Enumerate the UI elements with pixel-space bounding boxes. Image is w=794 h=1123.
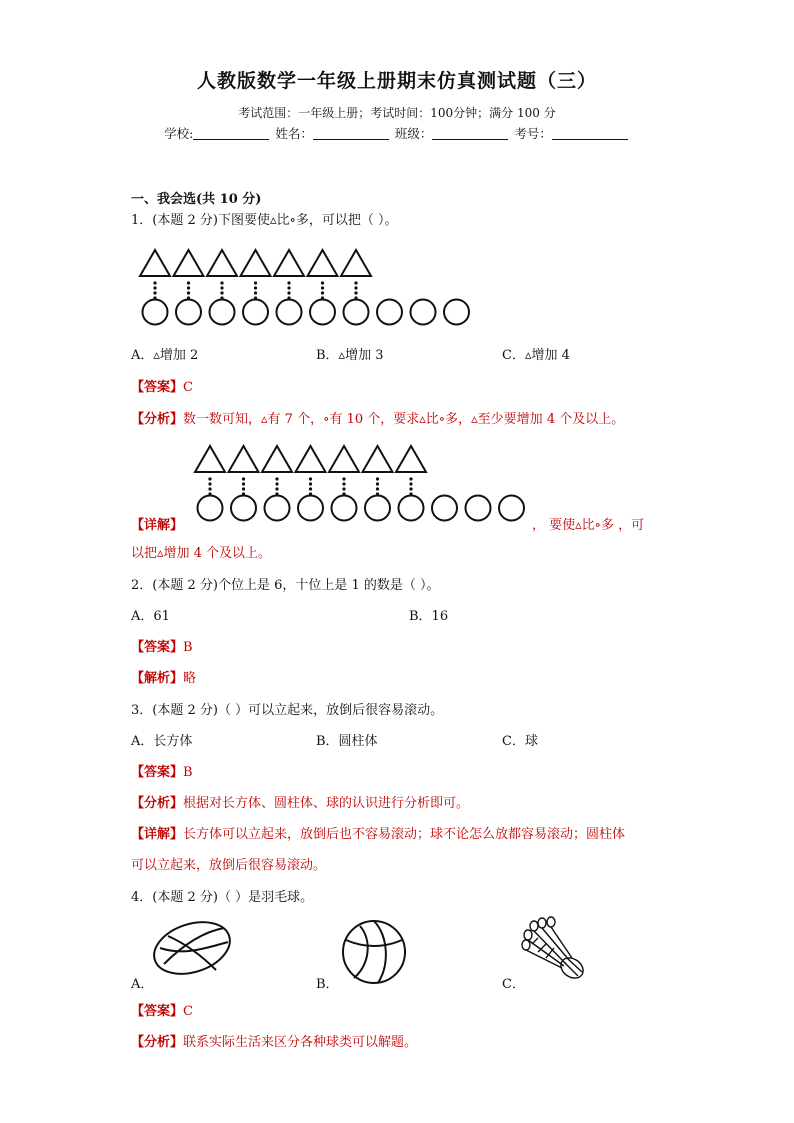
triangle-shape [396,446,426,472]
class-label: 班级： [394,126,433,141]
rugby-ball-icon[interactable] [150,918,235,978]
triangle-shape [207,250,237,276]
dot-mark [354,291,357,294]
dot-mark [153,296,156,299]
q3-stem: 3．(本题 2 分)（ ）可以立起来，放倒后很容易滚动。 [131,703,444,718]
dot-mark [242,482,245,485]
q1-option-c[interactable]: C．▵增加 4 [502,348,570,363]
dot-mark [321,291,324,294]
dot-mark [409,477,412,480]
dot-mark [376,477,379,480]
triangle-shape [241,250,271,276]
dot-mark [354,296,357,299]
triangle-shape [308,250,338,276]
q1-detail-tag: 【详解】 [131,518,184,533]
q4-option-a[interactable]: A． [131,977,154,992]
triangle-shape [341,250,371,276]
name-label: 姓名： [275,126,313,141]
dot-mark [287,281,290,284]
triangle-shape [274,250,304,276]
q2-analysis: 【解析】略 [131,671,197,686]
dot-mark [309,477,312,480]
dot-mark [220,296,223,299]
dot-mark [354,286,357,289]
q4-analysis: 【分析】联系实际生活来区分各种球类可以解题。 [131,1035,418,1050]
q2-option-a[interactable]: A．61 [131,609,170,624]
triangle-shape [296,446,326,472]
dot-mark [321,281,324,284]
dot-mark [208,477,211,480]
circle-shape [444,300,469,325]
q4-stem: 4．(本题 2 分)（ ）是羽毛球。 [131,890,314,905]
q2-answer: 【答案】B [131,640,193,655]
dot-mark [342,492,345,495]
student-info-line [0,124,794,142]
dot-mark [187,296,190,299]
dot-mark [208,492,211,495]
class-blank[interactable] [432,127,508,140]
dot-mark [220,281,223,284]
dot-mark [376,482,379,485]
dot-mark [342,487,345,490]
dot-mark [187,291,190,294]
dot-mark [153,286,156,289]
triangle-shape [329,446,359,472]
page-title: 人教版数学一年级上册期末仿真测试题（三） [196,70,597,92]
q1-stem: 1．(本题 2 分)下图要使▵比∘多，可以把（ ）。 [131,213,398,228]
circle-shape [243,300,268,325]
q2-option-b[interactable]: B．16 [409,609,449,624]
q1-analysis: 【分析】数一数可知，▵有 7 个，∘有 10 个，要求▵比∘多，▵至少要增加 4 个及以上。 [131,412,625,427]
circle-shape [432,496,457,521]
dot-mark [409,492,412,495]
school-blank[interactable] [193,127,269,140]
dot-mark [342,482,345,485]
dot-mark [376,492,379,495]
q3-option-a[interactable]: A．长方体 [131,734,193,749]
dot-mark [254,291,257,294]
q4-answer: 【答案】C [131,1004,193,1019]
dot-mark [342,477,345,480]
circle-shape [298,496,323,521]
dot-mark [242,487,245,490]
circle-shape [466,496,491,521]
section-title: 一、我会选(共 10 分) [131,192,262,207]
q1-option-a[interactable]: A．▵增加 2 [131,348,199,363]
triangle-shape [363,446,393,472]
dot-mark [242,477,245,480]
question-figure-group [140,250,469,325]
dot-mark [275,487,278,490]
circle-shape [231,496,256,521]
dot-mark [287,296,290,299]
circle-shape [176,300,201,325]
triangle-shape [140,250,170,276]
dot-mark [254,286,257,289]
circle-shape [265,496,290,521]
q3-option-c[interactable]: C．球 [502,734,538,749]
circle-shape [210,300,235,325]
number-label: 考号： [514,126,552,141]
q3-analysis: 【分析】根据对长方体、圆柱体、球的认识进行分析即可。 [131,796,470,811]
q4-option-b[interactable]: B． [316,977,339,992]
q1-detail-line2: 以把▵增加 4 个及以上。 [131,546,272,561]
triangle-shape [174,250,204,276]
triangle-shape [262,446,292,472]
q3-answer: 【答案】B [131,765,193,780]
q3-detail: 【详解】长方体可以立起来，放倒后也不容易滚动；球不论怎么放都容易滚动；圆柱体 [131,827,626,842]
dot-mark [409,487,412,490]
triangle-shape [195,446,225,472]
dot-mark [376,487,379,490]
circle-shape [365,496,390,521]
dot-mark [275,477,278,480]
dot-mark [187,281,190,284]
dot-mark [321,286,324,289]
circle-shape [377,300,402,325]
circle-shape [310,300,335,325]
dot-mark [309,482,312,485]
dot-mark [220,286,223,289]
q1-option-b[interactable]: B．▵增加 3 [316,348,384,363]
dot-mark [153,281,156,284]
school-label: 学校: [164,126,194,141]
q4-option-c[interactable]: C． [502,977,525,992]
dot-mark [409,482,412,485]
circle-shape [332,496,357,521]
basketball-icon[interactable] [340,918,408,986]
triangle-shape [229,446,259,472]
q1-detail-line1: ， 要使▵比∘多 ，可 [532,518,645,533]
dot-mark [208,487,211,490]
dot-mark [275,482,278,485]
number-blank[interactable] [552,127,628,140]
dot-mark [321,296,324,299]
circle-shape [277,300,302,325]
dot-mark [309,487,312,490]
circle-shape [198,496,223,521]
q1-answer: 【答案】C [131,380,193,395]
detail-figure-group [195,446,524,521]
exam-subtitle: 考试范围：一年级上册；考试时间：100分钟；满分 100 分 [238,106,556,120]
dot-mark [254,296,257,299]
shuttlecock-icon[interactable] [522,918,592,982]
q2-stem: 2．(本题 2 分)个位上是 6，十位上是 1 的数是（ ）。 [131,578,440,593]
dot-mark [354,281,357,284]
q3-option-b[interactable]: B．圆柱体 [316,734,378,749]
dot-mark [309,492,312,495]
dot-mark [287,291,290,294]
circle-shape [411,300,436,325]
dot-mark [153,291,156,294]
q3-detail-line2: 可以立起来，放倒后很容易滚动。 [131,858,327,873]
dot-mark [287,286,290,289]
dot-mark [220,291,223,294]
dot-mark [187,286,190,289]
dot-mark [242,492,245,495]
dot-mark [254,281,257,284]
dot-mark [208,482,211,485]
circle-shape [143,300,168,325]
circle-shape [499,496,524,521]
dot-mark [275,492,278,495]
name-blank[interactable] [313,127,389,140]
circle-shape [344,300,369,325]
circle-shape [399,496,424,521]
